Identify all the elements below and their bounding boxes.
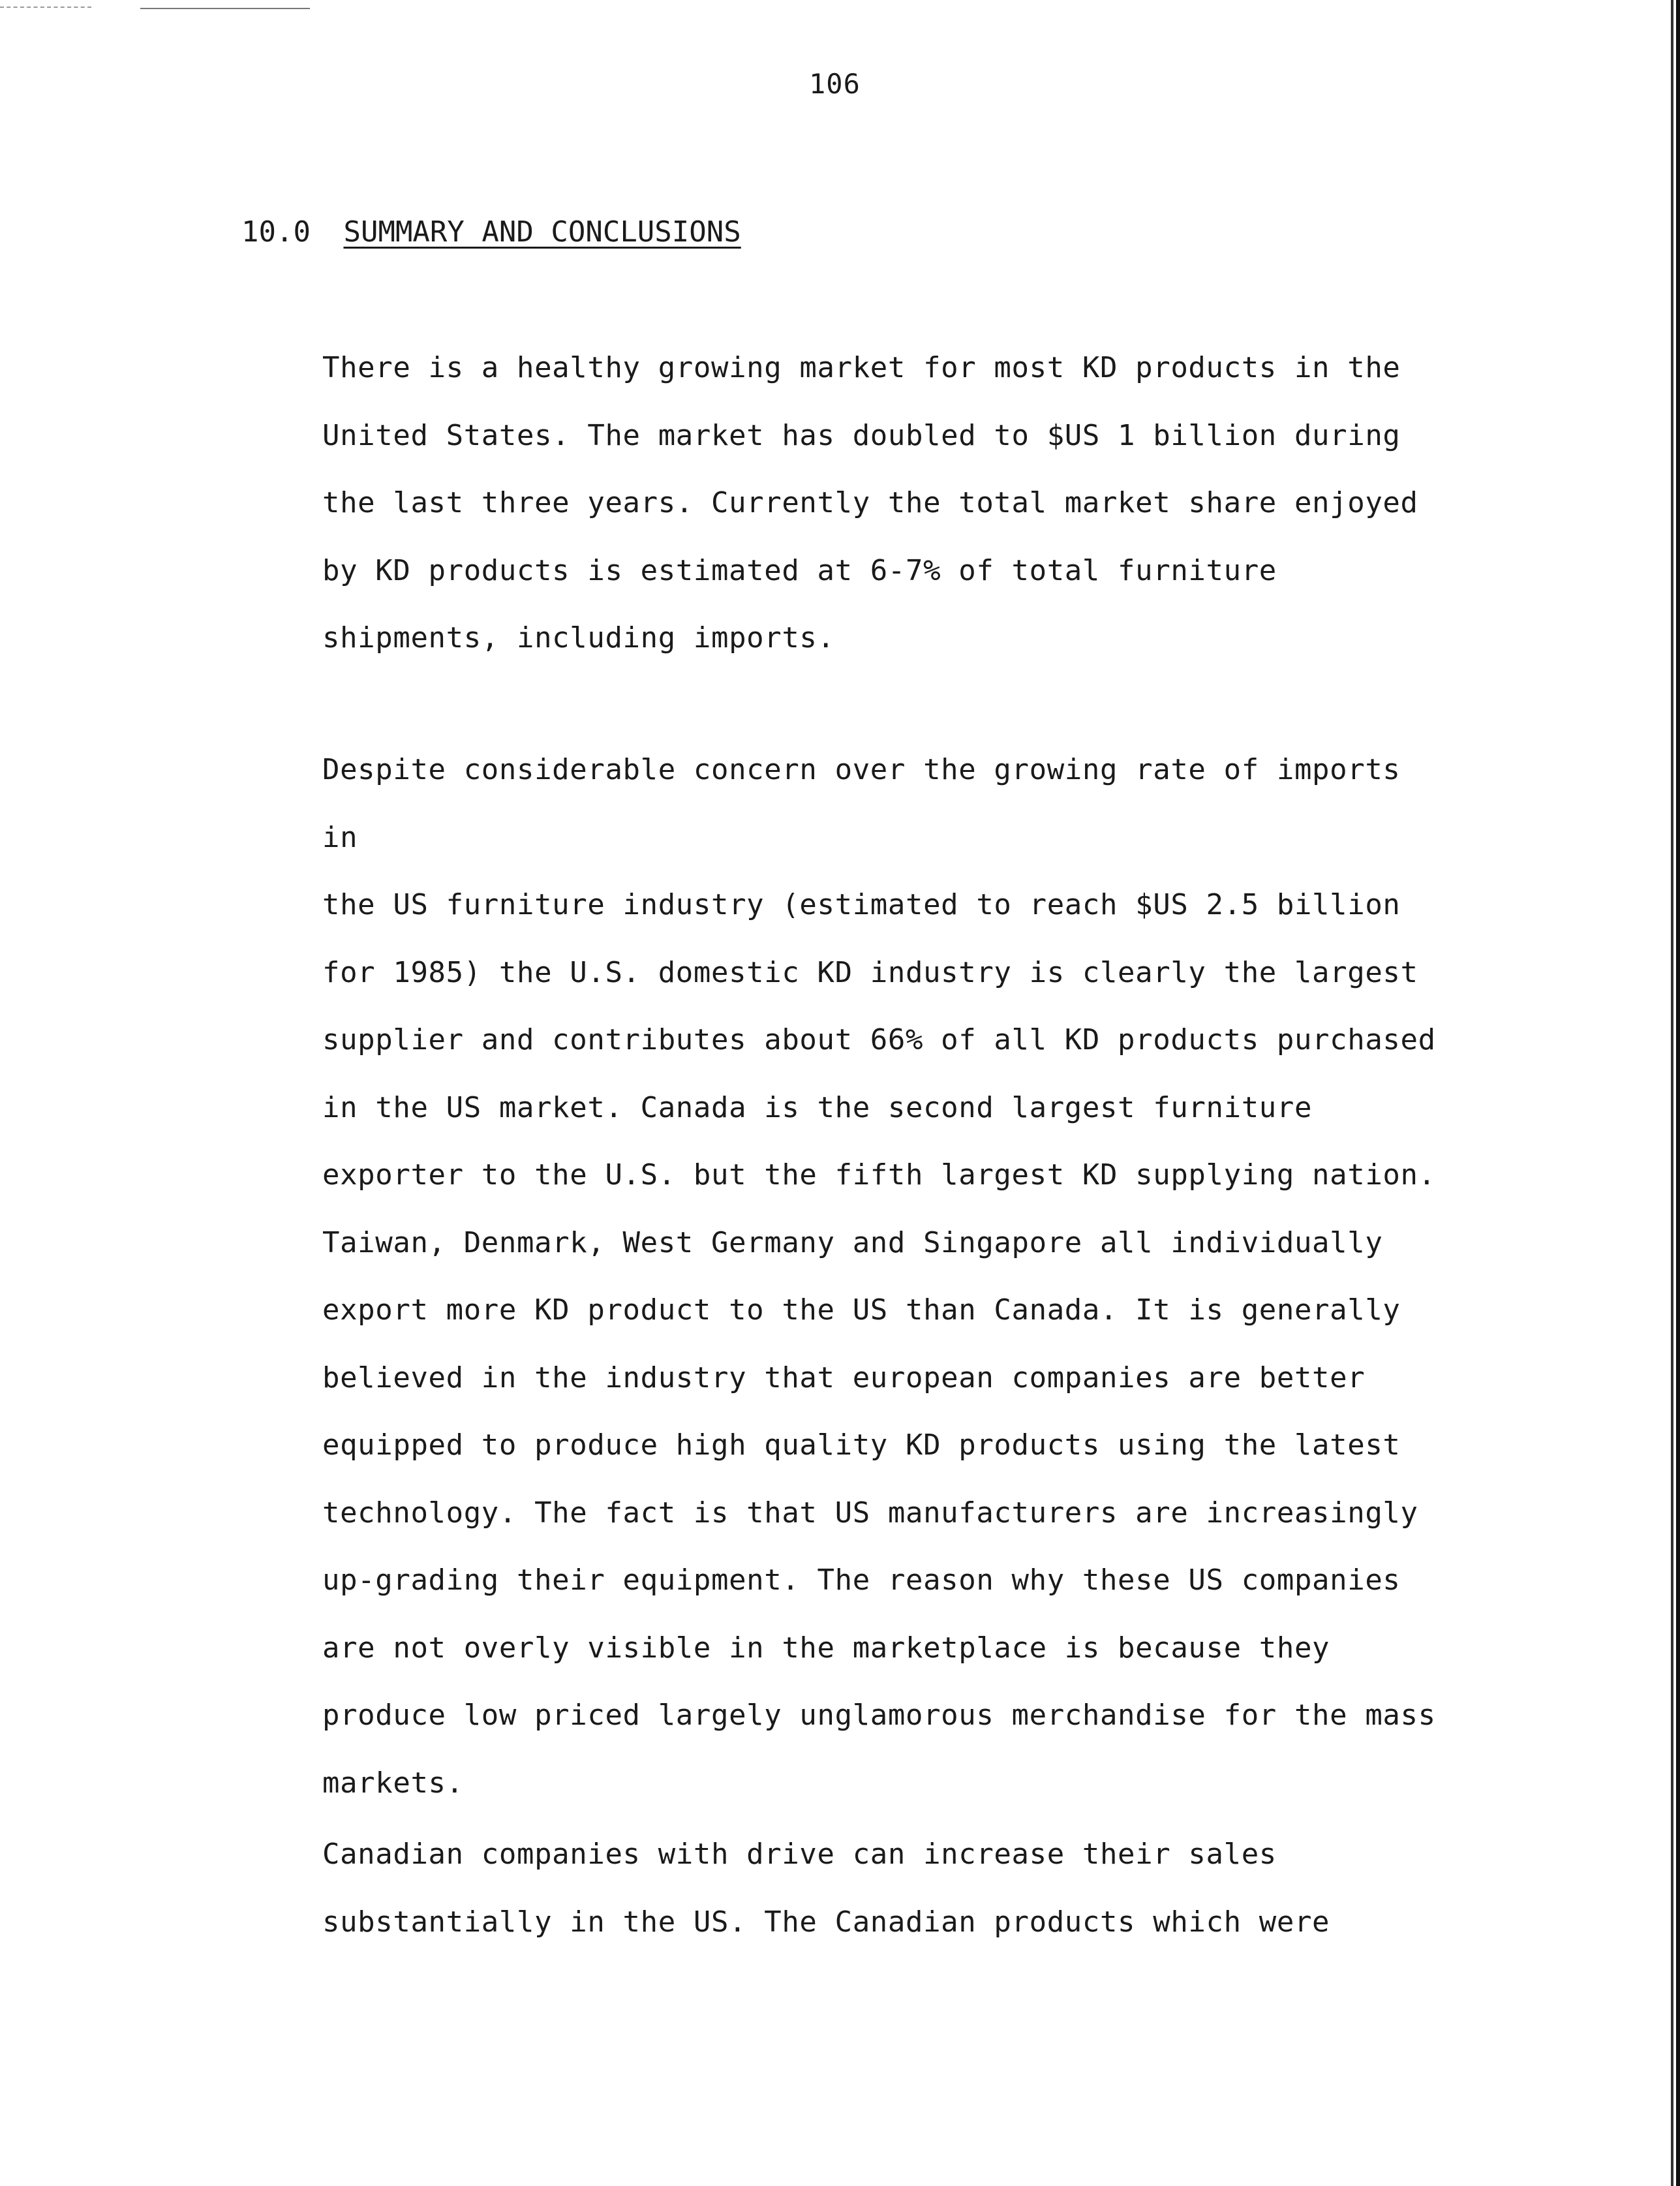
body-paragraph: Despite considerable concern over the growing rate of imports in the US furniture industry (estimated to reach $US 2.5 billion for 1985) the U.S. domestic KD industry is clearly the largest supplier and contributes about 66% of all KD products purchased in the US market. Canada is the second largest furniture exporter to the U.S. but the fifth largest KD supplying nation. Taiwan, Denmark, West Germany and Singapore all individually export more KD product to the US than Canada. It is generally believed in the industry that european companies are better equipped to produce high quality KD products using the latest technology. The fact is that US manufacturers are increasingly up-grading their equipment. The reason why these US companies are not overly visible in the marketplace is because they produce low priced largely unglamorous merchandise for the mass markets. xyxy=(322,753,1436,1800)
page-edge-border xyxy=(1668,0,1680,2186)
scan-artifact-line xyxy=(140,8,310,9)
section-title: SUMMARY AND CONCLUSIONS xyxy=(343,215,741,249)
body-paragraph: There is a healthy growing market for most KD products in the United States. The market has doubled to $US 1 billion during the last three years. Currently the total market share enjoyed by KD products is estimated at 6-7% of total furniture shipments, including imports. xyxy=(322,351,1418,654)
body-paragraph: Canadian companies with drive can increase their sales substantially in the US. The Canadian products which were xyxy=(322,1838,1330,1939)
scan-artifact-line xyxy=(0,7,91,8)
page-number: 106 xyxy=(809,68,861,100)
section-heading xyxy=(241,215,741,249)
section-number: 10.0 xyxy=(241,215,311,249)
